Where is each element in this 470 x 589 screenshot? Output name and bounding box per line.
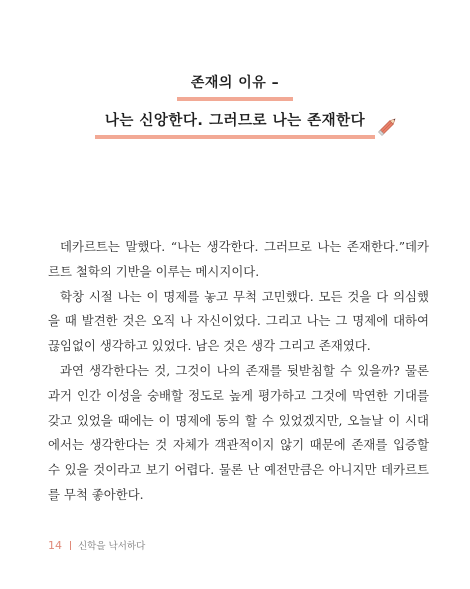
page-footer: [48, 538, 145, 552]
body-text: [48, 235, 429, 508]
chapter-title-line2: 나는 신앙한다. 그러므로 나는 존재한다: [95, 109, 375, 139]
chapter-title: [0, 72, 470, 139]
chapter-subtitle-wrap: [95, 109, 375, 139]
footer-divider: [70, 541, 71, 550]
chapter-title-line1: 존재의 이유 –: [177, 72, 293, 101]
paragraph-3: 과연 생각한다는 것, 그것이 나의 존재를 뒷받침할 수 있을까? 물론 과거 인간 이성을 숭배할 정도로 높게 평가하고 그것에 막연한 기대를 갖고 있었을 때에는 이 명제에 동의 할 수 있었겠지만, 오늘날 이 시대에서는 생각한다는 것 자체가 객관적이지 않기 때문에 존재를 입증할 수 있을 것이라고 보기 어렵다. 물론 난 예전만큼은 아니지만 데카르트를 무척 좋아한다.: [48, 362, 429, 502]
running-title: 신학을 낙서하다: [78, 541, 146, 552]
pencil-icon: [375, 113, 401, 139]
page-number: 14: [48, 538, 62, 552]
paragraph-2: 학창 시절 나는 이 명제를 놓고 무척 고민했다. 모든 것을 다 의심했을 때 발견한 것은 오직 나 자신이었다. 그리고 나는 그 명제에 대하여 끊임없이 생각하고 있었다. 남은 것은 생각 그리고 존재였다.: [48, 288, 429, 354]
paragraph-1: 데카르트는 말했다. “나는 생각한다. 그러므로 나는 존재한다.”데카르트 철학의 기반을 이루는 메시지이다.: [48, 239, 429, 279]
